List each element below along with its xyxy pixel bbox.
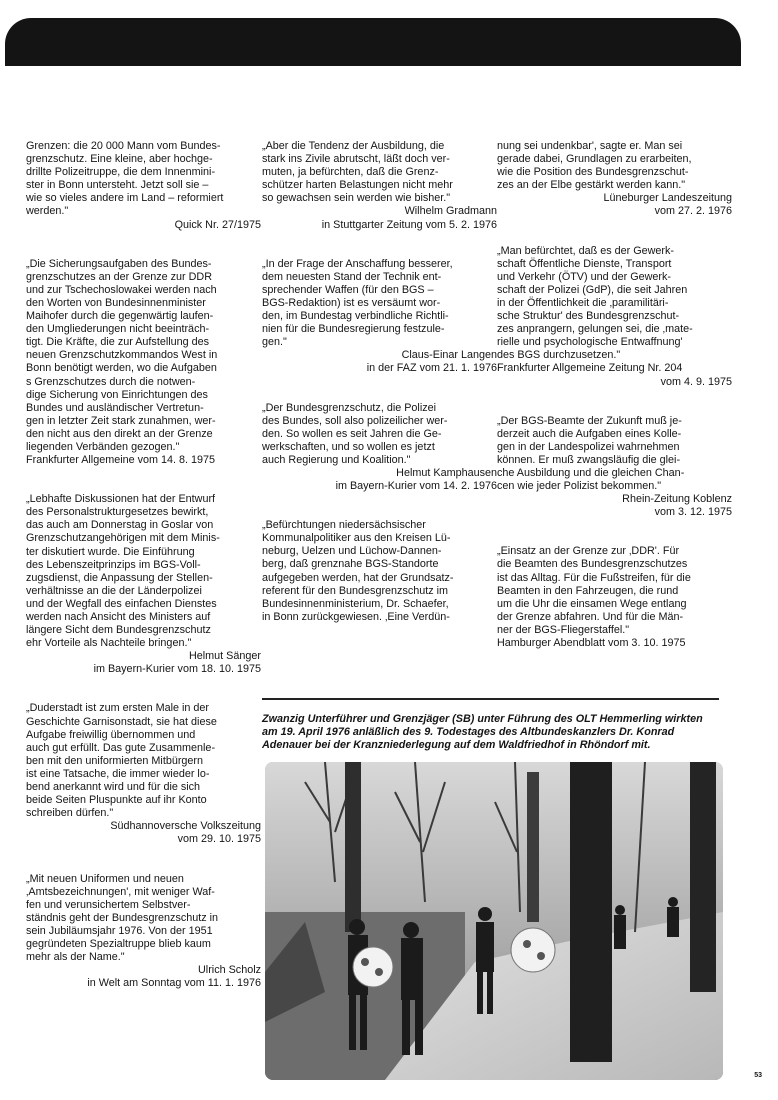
quote-line: den. So wollen es seit Jahren die Ge- [262, 427, 442, 440]
quote-line: Aufgabe freiwillig übernommen und [26, 728, 196, 741]
quote-line: sein Jubiläumsjahr 1976. Von der 1951 [26, 924, 213, 937]
quote-line: auch Regierung und Koalition." [262, 453, 411, 466]
quote-line: che Ausbildung und die gleichen Chan- [497, 466, 685, 479]
header-bar [5, 18, 741, 66]
quote-line: ständnis geht der Bundesgrenzschutz in [26, 911, 219, 924]
quote-source: Wilhelm Gradmann [404, 205, 497, 218]
quote-line: Maihofer durch die gegenwärtig laufen- [26, 310, 214, 323]
quote-line: wie so vieles andere im Land – reformiert [26, 192, 224, 205]
quote-line: den Umgliederungen nicht beeinträch- [26, 323, 210, 336]
quote-line: liegenden Verbänden gezogen." [26, 440, 180, 453]
quote-line: ner der BGS-Fliegerstaffel." [497, 623, 630, 636]
quote-line: werkschaften, und so wollen es jetzt [262, 440, 435, 453]
text-column-2 [262, 140, 497, 650]
quote-line: ster in Bonn untersteht. Jetzt soll sie – [26, 179, 209, 192]
quote-line: nung sei undenkbar', sagte er. Man sei [497, 140, 683, 152]
quote-block [26, 873, 261, 991]
quote-line: tigt. Die Kräfte, die zur Aufstellung des [26, 336, 210, 349]
quote-line: referent für den Bundesgrenzschutz im [262, 584, 449, 597]
quote-line: s Grenzschutzes durch die notwen- [26, 375, 196, 388]
photo-wreath-laying [265, 762, 723, 1080]
quote-line: derzeit auch die Aufgaben eines Kolle- [497, 427, 682, 440]
quote-line: Geschichte Garnisonstadt, sie hat diese [26, 715, 217, 728]
quote-line: können. Er muß zwangsläufig die glei- [497, 453, 681, 466]
quote-line: wie die Position des Bundesgrenzschut- [497, 166, 689, 179]
quote-line: gerade dabei, Grundlagen zu erarbeiten, [497, 153, 692, 166]
quote-line: „Befürchtungen niedersächsischer [262, 519, 426, 532]
quote-line: Kommunalpolitiker aus den Kreisen Lü- [262, 532, 451, 545]
quote-line: Hamburger Abendblatt vom 3. 10. 1975 [497, 637, 686, 649]
quote-line: um die Uhr die einsamen Wege entlang [497, 597, 687, 610]
quote-line: „Der Bundesgrenzschutz, die Polizei [262, 401, 437, 414]
quote-line: mehr als der Name." [26, 951, 125, 964]
quote-line: rielle und psychologische Entwaffnung' [497, 336, 683, 349]
quote-line: und zur Tschechoslowakei werden nach [26, 283, 217, 296]
quote-block [26, 140, 261, 232]
quote-line: Bundesinnenministerium, Dr. Schaefer, [262, 597, 449, 610]
caption-divider [262, 698, 719, 700]
quote-line: dem neuesten Stand der Technik ent- [262, 270, 442, 283]
quote-line: den Worten von Bundesinnenminister [26, 296, 206, 309]
quote-line: der Grenze abfahren. Und für die Män- [497, 610, 684, 623]
quote-line: drillte Polizeitruppe, die dem Innenmini- [26, 166, 216, 179]
quote-line: verhältnisse an die der Länderpolizei [26, 584, 202, 597]
quote-line: schützer harten Belastungen nicht mehr [262, 179, 453, 192]
quote-line: grenzschutz. Eine kleine, aber hochge- [26, 153, 213, 166]
quote-line: ben mit den uniformierten Mitbürgern [26, 754, 204, 767]
quote-source: vom 4. 9. 1975 [660, 375, 732, 388]
quote-source: vom 27. 2. 1976 [654, 205, 732, 218]
quote-line: den, im Bundestag verbindliche Richtli- [262, 310, 449, 323]
photo-illustration [265, 762, 723, 1080]
quote-line: „Aber die Tendenz der Ausbildung, die [262, 140, 445, 152]
quote-line: zes anprangern, gelungen sei, die ‚mate- [497, 323, 693, 336]
quote-line: neuen Grenzschutzkommandos West in [26, 349, 218, 362]
quote-source: vom 29. 10. 1975 [177, 833, 261, 846]
quote-line: Bundes und ausländischer Vertretun- [26, 401, 204, 414]
quote-line: ist eine Tatsache, die immer wieder lo- [26, 767, 210, 780]
quote-source: vom 3. 12. 1975 [654, 506, 732, 519]
quote-line: „Duderstadt ist zum ersten Male in der [26, 702, 210, 715]
quote-line: des BGS durchzusetzen." [497, 349, 621, 362]
quote-line: ter diskutiert wurde. Die Einführung [26, 545, 195, 558]
quote-line: in der Öffentlichkeit die ‚paramilitäri- [497, 296, 669, 309]
quote-line: in Bonn zurückgewiesen. ‚Eine Verdün- [262, 610, 450, 623]
quote-line: Grenzschutzangehörigen mit dem Minis- [26, 532, 220, 545]
quote-line: Bonn benötigt werden, wo die Aufgaben [26, 362, 217, 375]
quote-block [497, 245, 732, 389]
quote-source: Ulrich Scholz [198, 964, 261, 977]
quote-source: Quick Nr. 27/1975 [174, 218, 261, 231]
quote-line: beide Seiten Pluspunkte auf ihr Konto [26, 794, 207, 807]
quote-line: berg, daß grenznahe BGS-Standorte [262, 558, 439, 571]
quote-line: so gewachsen sein werden wie bisher." [262, 192, 451, 205]
text-column-1 [26, 140, 261, 1016]
quote-line: „Man befürchtet, daß es der Gewerk- [497, 244, 675, 257]
quote-line: zes an der Elbe gestärkt werden kann." [497, 179, 686, 192]
quote-source: Helmut Sänger [188, 650, 261, 663]
quote-block [262, 519, 497, 624]
quote-line: „Lebhafte Diskussionen hat der Entwurf [26, 493, 216, 506]
quote-line: des Lebenszeitprinzips im BGS-Voll- [26, 558, 201, 571]
quote-source: in der FAZ vom 21. 1. 1976 [366, 362, 497, 375]
quote-line: „Einsatz an der Grenze zur ‚DDR'. Für [497, 545, 680, 558]
quote-line: schaft der Polizei (GdP), die seit Jahren [497, 283, 688, 296]
quote-source: im Bayern-Kurier vom 14. 2. 1976 [335, 480, 497, 493]
quote-line: werden." [26, 205, 69, 218]
quote-block [262, 402, 497, 494]
quote-line: bend anerkannt wird und für die sich [26, 781, 201, 794]
quote-line: längere Sicht dem Bundesgrenzschutz [26, 624, 211, 637]
quote-block [26, 258, 261, 468]
quote-line: das auch am Donnerstag in Goslar von [26, 519, 214, 532]
quote-line: gen in der Landespolizei wahrnehmen [497, 440, 680, 453]
quote-line: „Die Sicherungsaufgaben des Bundes- [26, 257, 212, 270]
quote-line: ist das Alltag. Für die Fußstreifen, für die [497, 571, 691, 584]
quote-line: dige Sicherung von Einrichtungen des [26, 388, 208, 401]
quote-block [262, 140, 497, 232]
quote-source: in Stuttgarter Zeitung vom 5. 2. 1976 [321, 218, 497, 231]
quote-line: die Beamten des Bundesgrenzschutzes [497, 558, 688, 571]
quote-line: Frankfurter Allgemeine Zeitung Nr. 204 [497, 362, 683, 375]
quote-block [497, 140, 732, 219]
quote-line: schaft Öffentliche Dienste, Transport [497, 257, 672, 270]
quote-line: aufgegeben werden, hat der Grundsatz- [262, 571, 454, 584]
quote-line: „Der BGS-Beamte der Zukunft muß je- [497, 414, 682, 427]
quote-line: des Bundes, soll also polizeilicher wer- [262, 414, 448, 427]
quote-line: gen in letzter Zeit stark zunahmen, wer- [26, 414, 216, 427]
page-number: 53 [754, 1072, 762, 1079]
quote-source: Rhein-Zeitung Koblenz [622, 493, 732, 506]
quote-line: auch gut erfüllt. Das gute Zusammenle- [26, 741, 216, 754]
quote-line: ehr Vorteile als Nachteile bringen." [26, 637, 192, 650]
quote-line: sche Struktur' des Bundesgrenzschut- [497, 310, 680, 323]
quote-line: BGS-Redaktion) ist es versäumt wor- [262, 296, 441, 309]
photo-caption: Zwanzig Unterführer und Grenzjäger (SB) unter Führung des OLT Hemmerling wirkten am 19. April 1976 anläßlich des 9. Todestages des Altbundeskanzlers Dr. Konrad Adenauer bei der Kranzniederlegung auf dem Waldfriedhof in Rhöndorf mit. [262, 713, 703, 752]
quote-block [26, 702, 261, 846]
quote-line: gegründeten Spezialtruppe blieb kaum [26, 937, 211, 950]
quote-line: stark ins Zivile abrutscht, läßt doch ver- [262, 153, 450, 166]
quote-source: Südhannoversche Volkszeitung [110, 820, 261, 833]
quote-block [262, 258, 497, 376]
quote-line: „In der Frage der Anschaffung besserer, [262, 257, 453, 270]
quote-source: Helmut Kamphausen [396, 466, 497, 479]
quote-source: Claus-Einar Langen [401, 349, 497, 362]
quote-source: in Welt am Sonntag vom 11. 1. 1976 [87, 977, 261, 990]
quote-line: grenzschutzes an der Grenze zur DDR [26, 270, 213, 283]
quote-line: muten, ja befürchten, daß die Grenz- [262, 166, 439, 179]
quote-line: Beamten in den Fahrzeugen, die rund [497, 584, 679, 597]
quote-line: und Verkehr (ÖTV) und der Gewerk- [497, 270, 672, 283]
quote-block [497, 545, 732, 650]
quote-line: Frankfurter Allgemeine vom 14. 8. 1975 [26, 454, 216, 467]
quote-line: nien für die Bundesregierung festzule- [262, 323, 445, 336]
quote-line: zugsdienst, die Anpassung der Stellen- [26, 571, 213, 584]
quote-line: sprechender Waffen (für den BGS – [262, 283, 434, 296]
quote-line: Grenzen: die 20 000 Mann vom Bundes- [26, 140, 221, 152]
text-column-3 [497, 140, 732, 676]
quote-line: des Personalstrukturgesetzes bewirkt, [26, 506, 209, 519]
quote-source: Lüneburger Landeszeitung [603, 192, 732, 205]
quote-line: schreiben dürfen." [26, 807, 114, 820]
quote-line: ‚Amtsbezeichnungen', mit weniger Waf- [26, 885, 215, 898]
quote-line: und der Wegfall des einfachen Dienstes [26, 597, 217, 610]
quote-source: im Bayern-Kurier vom 18. 10. 1975 [93, 663, 261, 676]
quote-block [497, 415, 732, 520]
quote-line: den nicht aus den direkt an der Grenze [26, 427, 213, 440]
quote-line: fen und verunsichertem Selbstver- [26, 898, 191, 911]
quote-line: cen wie jeder Polizist bekommen." [497, 480, 662, 493]
quote-line: werden nach Ansicht des Ministers auf [26, 611, 211, 623]
quote-line: gen." [262, 336, 287, 349]
quote-line: neburg, Uelzen und Lüchow-Dannen- [262, 545, 442, 558]
quote-line: „Mit neuen Uniformen und neuen [26, 872, 184, 885]
quote-block [26, 493, 261, 676]
